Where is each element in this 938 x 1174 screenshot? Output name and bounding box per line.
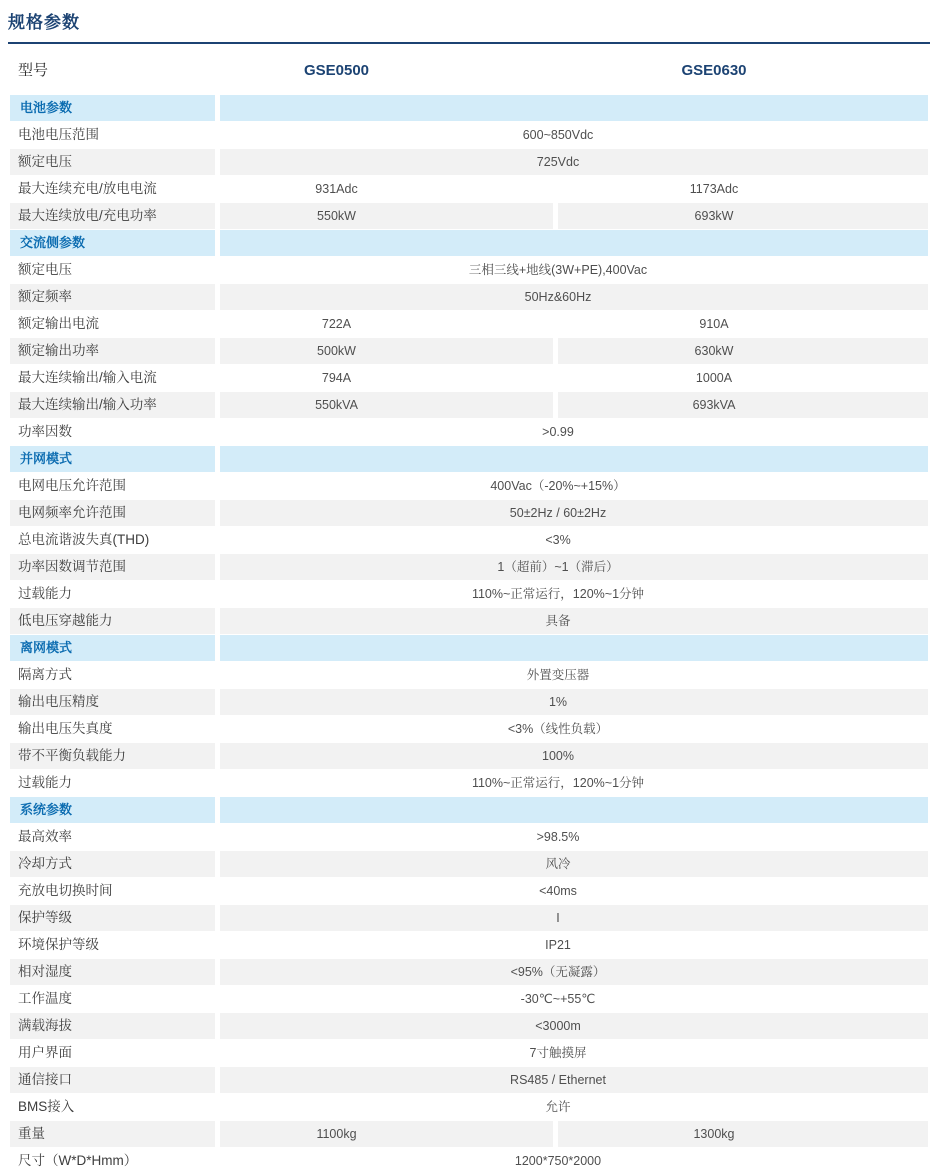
spec-row <box>10 149 928 175</box>
row-label: 输出电压失真度 <box>10 716 215 742</box>
spec-row <box>10 770 928 796</box>
row-value-merged: 50Hz&60Hz <box>220 284 928 310</box>
section-title: 电池参数 <box>10 95 215 121</box>
row-label: 额定频率 <box>10 284 215 310</box>
spec-row <box>10 581 928 607</box>
spec-row <box>10 662 928 688</box>
row-value-merged: IP21 <box>220 932 928 958</box>
row-value-merged: 具备 <box>220 608 928 634</box>
model-column-gse0630: GSE0630 <box>681 62 747 79</box>
row-label: 额定电压 <box>10 149 215 175</box>
row-value-col2: 693kW <box>558 203 928 229</box>
row-label: 充放电切换时间 <box>10 878 215 904</box>
row-value-col2: 630kW <box>558 338 928 364</box>
row-label: 环境保护等级 <box>10 932 215 958</box>
spec-row <box>10 311 928 337</box>
row-label: 最大连续输出/输入电流 <box>10 365 215 391</box>
row-value-merged: <40ms <box>220 878 928 904</box>
page-title: 规格参数 <box>8 13 80 32</box>
row-label: 功率因数 <box>10 419 215 445</box>
model-column-gse0500: GSE0500 <box>303 62 370 79</box>
spec-row <box>10 284 928 310</box>
row-label: 最大连续放电/充电功率 <box>10 203 215 229</box>
row-value-merged: 1% <box>220 689 928 715</box>
row-label: 过载能力 <box>10 581 215 607</box>
row-value-col1: 550kW <box>220 203 553 229</box>
section-fill <box>220 95 928 121</box>
spec-row <box>10 1148 928 1174</box>
row-label: 电网电压允许范围 <box>10 473 215 499</box>
row-label: 功率因数调节范围 <box>10 554 215 580</box>
row-label: 低电压穿越能力 <box>10 608 215 634</box>
spec-row <box>10 176 928 202</box>
row-value-col1: 794A <box>220 365 553 391</box>
spec-row <box>10 1013 928 1039</box>
row-value-merged: 三相三线+地线(3W+PE),400Vac <box>220 257 928 283</box>
row-label: 尺寸（W*D*Hmm） <box>10 1148 215 1174</box>
spec-row <box>10 608 928 634</box>
row-label: 用户界面 <box>10 1040 215 1066</box>
spec-row <box>10 878 928 904</box>
row-value-merged: 400Vac（-20%~+15%） <box>220 473 928 499</box>
spec-row <box>10 959 928 985</box>
row-value-merged: >98.5% <box>220 824 928 850</box>
section-title: 并网模式 <box>10 446 215 472</box>
row-value-col1: 722A <box>220 311 553 337</box>
spec-row <box>10 743 928 769</box>
row-value-merged: <3000m <box>220 1013 928 1039</box>
row-value-merged: 1200*750*2000 <box>220 1148 928 1174</box>
row-label: 保护等级 <box>10 905 215 931</box>
row-label: 重量 <box>10 1121 215 1147</box>
spec-row <box>10 851 928 877</box>
row-value-merged: 725Vdc <box>220 149 928 175</box>
spec-row <box>10 338 928 364</box>
row-label: 额定输出功率 <box>10 338 215 364</box>
row-value-merged: 7寸触摸屏 <box>220 1040 928 1066</box>
row-label: 工作温度 <box>10 986 215 1012</box>
row-value-merged: <3% <box>220 527 928 553</box>
row-value-merged: 外置变压器 <box>220 662 928 688</box>
spec-row <box>10 1040 928 1066</box>
spec-row <box>10 554 928 580</box>
row-value-merged: 50±2Hz / 60±2Hz <box>220 500 928 526</box>
row-label: 额定输出电流 <box>10 311 215 337</box>
row-value-col1: 931Adc <box>220 176 553 202</box>
row-label: 额定电压 <box>10 257 215 283</box>
spec-row <box>10 716 928 742</box>
section-fill <box>220 635 928 661</box>
row-label: 通信接口 <box>10 1067 215 1093</box>
section-header-row <box>10 95 928 121</box>
spec-row <box>10 473 928 499</box>
row-value-merged: 110%~正常运行，120%~1分钟 <box>220 581 928 607</box>
row-label: 最高效率 <box>10 824 215 850</box>
row-label: 电网频率允许范围 <box>10 500 215 526</box>
row-value-merged: >0.99 <box>220 419 928 445</box>
row-value-merged: -30℃~+55℃ <box>220 986 928 1012</box>
section-header-row <box>10 635 928 661</box>
row-value-merged: <3%（线性负载） <box>220 716 928 742</box>
section-fill <box>220 446 928 472</box>
spec-row <box>10 986 928 1012</box>
spec-row <box>10 1094 928 1120</box>
spec-row <box>10 122 928 148</box>
spec-row <box>10 203 928 229</box>
row-label: 冷却方式 <box>10 851 215 877</box>
row-value-merged: 允许 <box>220 1094 928 1120</box>
row-value-col2: 910A <box>558 311 928 337</box>
row-label: 满载海拔 <box>10 1013 215 1039</box>
row-value-col2: 1300kg <box>558 1121 928 1147</box>
section-title: 系统参数 <box>10 797 215 823</box>
row-label: 输出电压精度 <box>10 689 215 715</box>
row-label: 总电流谐波失真(THD) <box>10 527 215 553</box>
row-value-merged: RS485 / Ethernet <box>220 1067 928 1093</box>
model-header-row <box>10 56 928 86</box>
row-label: 电池电压范围 <box>10 122 215 148</box>
section-title: 离网模式 <box>10 635 215 661</box>
spec-row <box>10 1067 928 1093</box>
row-value-merged: <95%（无凝露） <box>220 959 928 985</box>
spec-table <box>10 95 928 1174</box>
row-label: 最大连续输出/输入功率 <box>10 392 215 418</box>
model-label: 型号 <box>18 62 49 79</box>
spec-row <box>10 419 928 445</box>
spec-row <box>10 905 928 931</box>
row-value-col2: 693kVA <box>558 392 928 418</box>
spec-row <box>10 392 928 418</box>
section-header-row <box>10 446 928 472</box>
spec-row <box>10 365 928 391</box>
row-value-col1: 500kW <box>220 338 553 364</box>
spec-row <box>10 500 928 526</box>
title-divider <box>8 42 930 44</box>
spec-row <box>10 527 928 553</box>
row-value-merged: 100% <box>220 743 928 769</box>
row-label: BMS接入 <box>10 1094 215 1120</box>
spec-row <box>10 689 928 715</box>
row-value-merged: I <box>220 905 928 931</box>
row-label: 过载能力 <box>10 770 215 796</box>
row-value-col1: 1100kg <box>220 1121 553 1147</box>
row-label: 最大连续充电/放电电流 <box>10 176 215 202</box>
row-label: 带不平衡负载能力 <box>10 743 215 769</box>
row-label: 隔离方式 <box>10 662 215 688</box>
spec-row <box>10 257 928 283</box>
row-value-col2: 1173Adc <box>558 176 928 202</box>
row-value-col2: 1000A <box>558 365 928 391</box>
row-value-merged: 风冷 <box>220 851 928 877</box>
section-fill <box>220 230 928 256</box>
row-value-merged: 600~850Vdc <box>220 122 928 148</box>
section-header-row <box>10 797 928 823</box>
spec-row <box>10 932 928 958</box>
spec-row <box>10 1121 928 1147</box>
row-value-col1: 550kVA <box>220 392 553 418</box>
section-fill <box>220 797 928 823</box>
row-value-merged: 1（超前）~1（滞后） <box>220 554 928 580</box>
section-header-row <box>10 230 928 256</box>
section-title: 交流侧参数 <box>10 230 215 256</box>
row-label: 相对湿度 <box>10 959 215 985</box>
spec-row <box>10 824 928 850</box>
row-value-merged: 110%~正常运行，120%~1分钟 <box>220 770 928 796</box>
